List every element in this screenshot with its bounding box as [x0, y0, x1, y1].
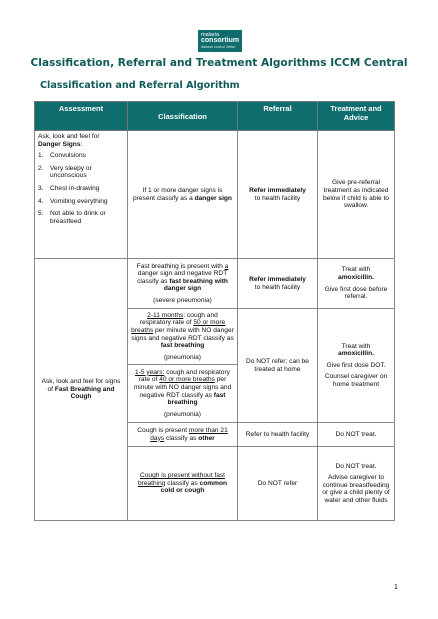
t1-pre: Treat with [341, 266, 371, 274]
danger-sign-num: 5. [38, 210, 44, 218]
breathing-assess-bold: Fast Breathing and Cough [54, 385, 115, 401]
danger-referral [238, 131, 318, 259]
danger-sign-num: 4. [38, 197, 44, 205]
header-referral: Referral [238, 102, 318, 131]
danger-sign-item [38, 165, 124, 180]
danger-classification [128, 131, 238, 259]
breathing-assess-text: Ask, look and feel for signs of [41, 378, 121, 393]
danger-sign-num: 1. [38, 152, 44, 160]
danger-sign-num: 2. [38, 164, 44, 172]
c3-mid2: per minute with NO danger signs and negative RDT classify as [133, 376, 232, 399]
breathing-assessment [35, 259, 128, 521]
cold-referral: Do NOT refer [238, 447, 318, 521]
c1-underline: a [224, 262, 229, 270]
c2-rate: 50 or more breaths [131, 319, 226, 334]
c1-bold: fast breathing with danger sign [163, 277, 228, 293]
pneumonia-child-classification [128, 365, 238, 423]
danger-sign-text: Convulsions [50, 152, 86, 160]
c1-mid: danger sign and negative RDT classify as [137, 270, 228, 285]
document-title: Classification, Referral and Treatment Algorithms ICCM Central [30, 57, 408, 69]
danger-row [35, 131, 395, 259]
severe-pneumonia-referral [238, 259, 318, 309]
c3-rate: 40 or more breaths [159, 376, 215, 384]
cold-classification [128, 447, 238, 521]
c3-mid1: cough and respiratory rate of [138, 368, 230, 384]
t2-pre: Treat with [341, 342, 371, 350]
danger-sign-num: 3. [38, 184, 44, 192]
c3-bold: fast breathing [167, 391, 226, 407]
danger-class-text: If 1 or more danger signs is present classify as a [133, 186, 223, 202]
header-row [35, 102, 395, 131]
danger-sign-text: Vomiting everything [50, 197, 108, 205]
danger-signs-list [38, 152, 124, 225]
danger-sign-text: Chest in-drawing [50, 184, 100, 192]
c2-bold: fast breathing [160, 342, 205, 350]
pneumonia-infant-classification [128, 309, 238, 365]
other-treatment: Do NOT treat. [318, 423, 395, 447]
danger-sign-item [38, 185, 124, 193]
c2-mid1: : cough and respiratory rate of [139, 311, 218, 327]
c1-paren: (severe pneumonia) [153, 296, 212, 304]
danger-sign-item [38, 210, 124, 225]
pneumonia-treatment [318, 309, 395, 423]
r1-bold: Refer immediately [249, 275, 306, 283]
c3-paren: (pneumonia) [163, 410, 202, 418]
c5-underline: Cough is present without fast breathing [137, 472, 226, 487]
c5-mid: classify as [165, 479, 200, 487]
severe-pneumonia-treatment [318, 259, 395, 309]
pneumonia-referral: Do NOT refer; can be treated at home [238, 309, 318, 423]
header-classification: Classification [128, 102, 238, 131]
c3-age: 1-5 years: [135, 368, 165, 376]
danger-sign-text: Not able to drink or breastfeed [50, 210, 106, 225]
danger-class-bold: danger sign [194, 194, 232, 202]
danger-assessment [35, 131, 128, 259]
t1-bold: amoxicillin. [338, 273, 374, 281]
header-assessment: Assessment [35, 102, 128, 131]
severe-pneumonia-row [35, 259, 395, 309]
section-title: Classification and Referral Algorithm [40, 80, 240, 91]
danger-treatment: Give pre-referral treatment as indicated below if child is able to swallow. [318, 131, 395, 259]
t5-a: Do NOT treat. [335, 462, 377, 470]
danger-sign-item [38, 152, 124, 160]
r1-rest: to health facility [254, 283, 301, 291]
t2-dose: Give first dose DOT. [326, 361, 386, 369]
c4-underline: more than 21 days [150, 426, 228, 442]
page-number: 1 [394, 584, 398, 591]
c2-age: 2-11 months [147, 311, 184, 319]
danger-assess-bold: Danger Signs [38, 140, 81, 148]
t2-bold: amoxicillin. [338, 350, 374, 358]
danger-sign-item [38, 198, 124, 206]
danger-ref-rest: to health facility [254, 194, 301, 202]
consortium-logo [198, 30, 242, 55]
severe-pneumonia-classification [128, 259, 238, 309]
danger-assess-colon: : [80, 140, 83, 148]
c1-text: Fast breathing is present with [136, 262, 225, 270]
header-treatment: Treatment and Advice [318, 102, 395, 131]
logo-line-3: disease control, better health [201, 45, 236, 55]
other-referral: Refer to health facility [238, 423, 318, 447]
c2-paren: (pneumonia) [163, 353, 202, 361]
logo-line-2: consortium [201, 37, 240, 44]
t1-post: Give first dose before referral. [324, 285, 388, 301]
other-classification [128, 423, 238, 447]
c4-mid: classify as [164, 434, 199, 442]
c4-pre: Cough is present [137, 426, 189, 434]
danger-sign-text: Very sleepy or unconscious [50, 164, 92, 180]
danger-assess-intro: Ask, look and feel for [38, 133, 100, 140]
logo-line-1: malaria [201, 32, 220, 38]
c4-bold: other [198, 434, 215, 442]
danger-ref-bold: Refer immediately [249, 186, 306, 194]
t5-b: Advise caregiver to continue breastfeeding or give a child plenty of water and other fluids [322, 474, 390, 504]
c2-mid2: per minute with NO danger signs and negative RDT classify as [131, 326, 234, 342]
c5-bold: common cold or cough [160, 479, 228, 495]
t2-counsel: Counsel caregiver on home treatment [324, 373, 388, 388]
algorithm-table [34, 101, 395, 521]
cold-treatment [318, 447, 395, 521]
